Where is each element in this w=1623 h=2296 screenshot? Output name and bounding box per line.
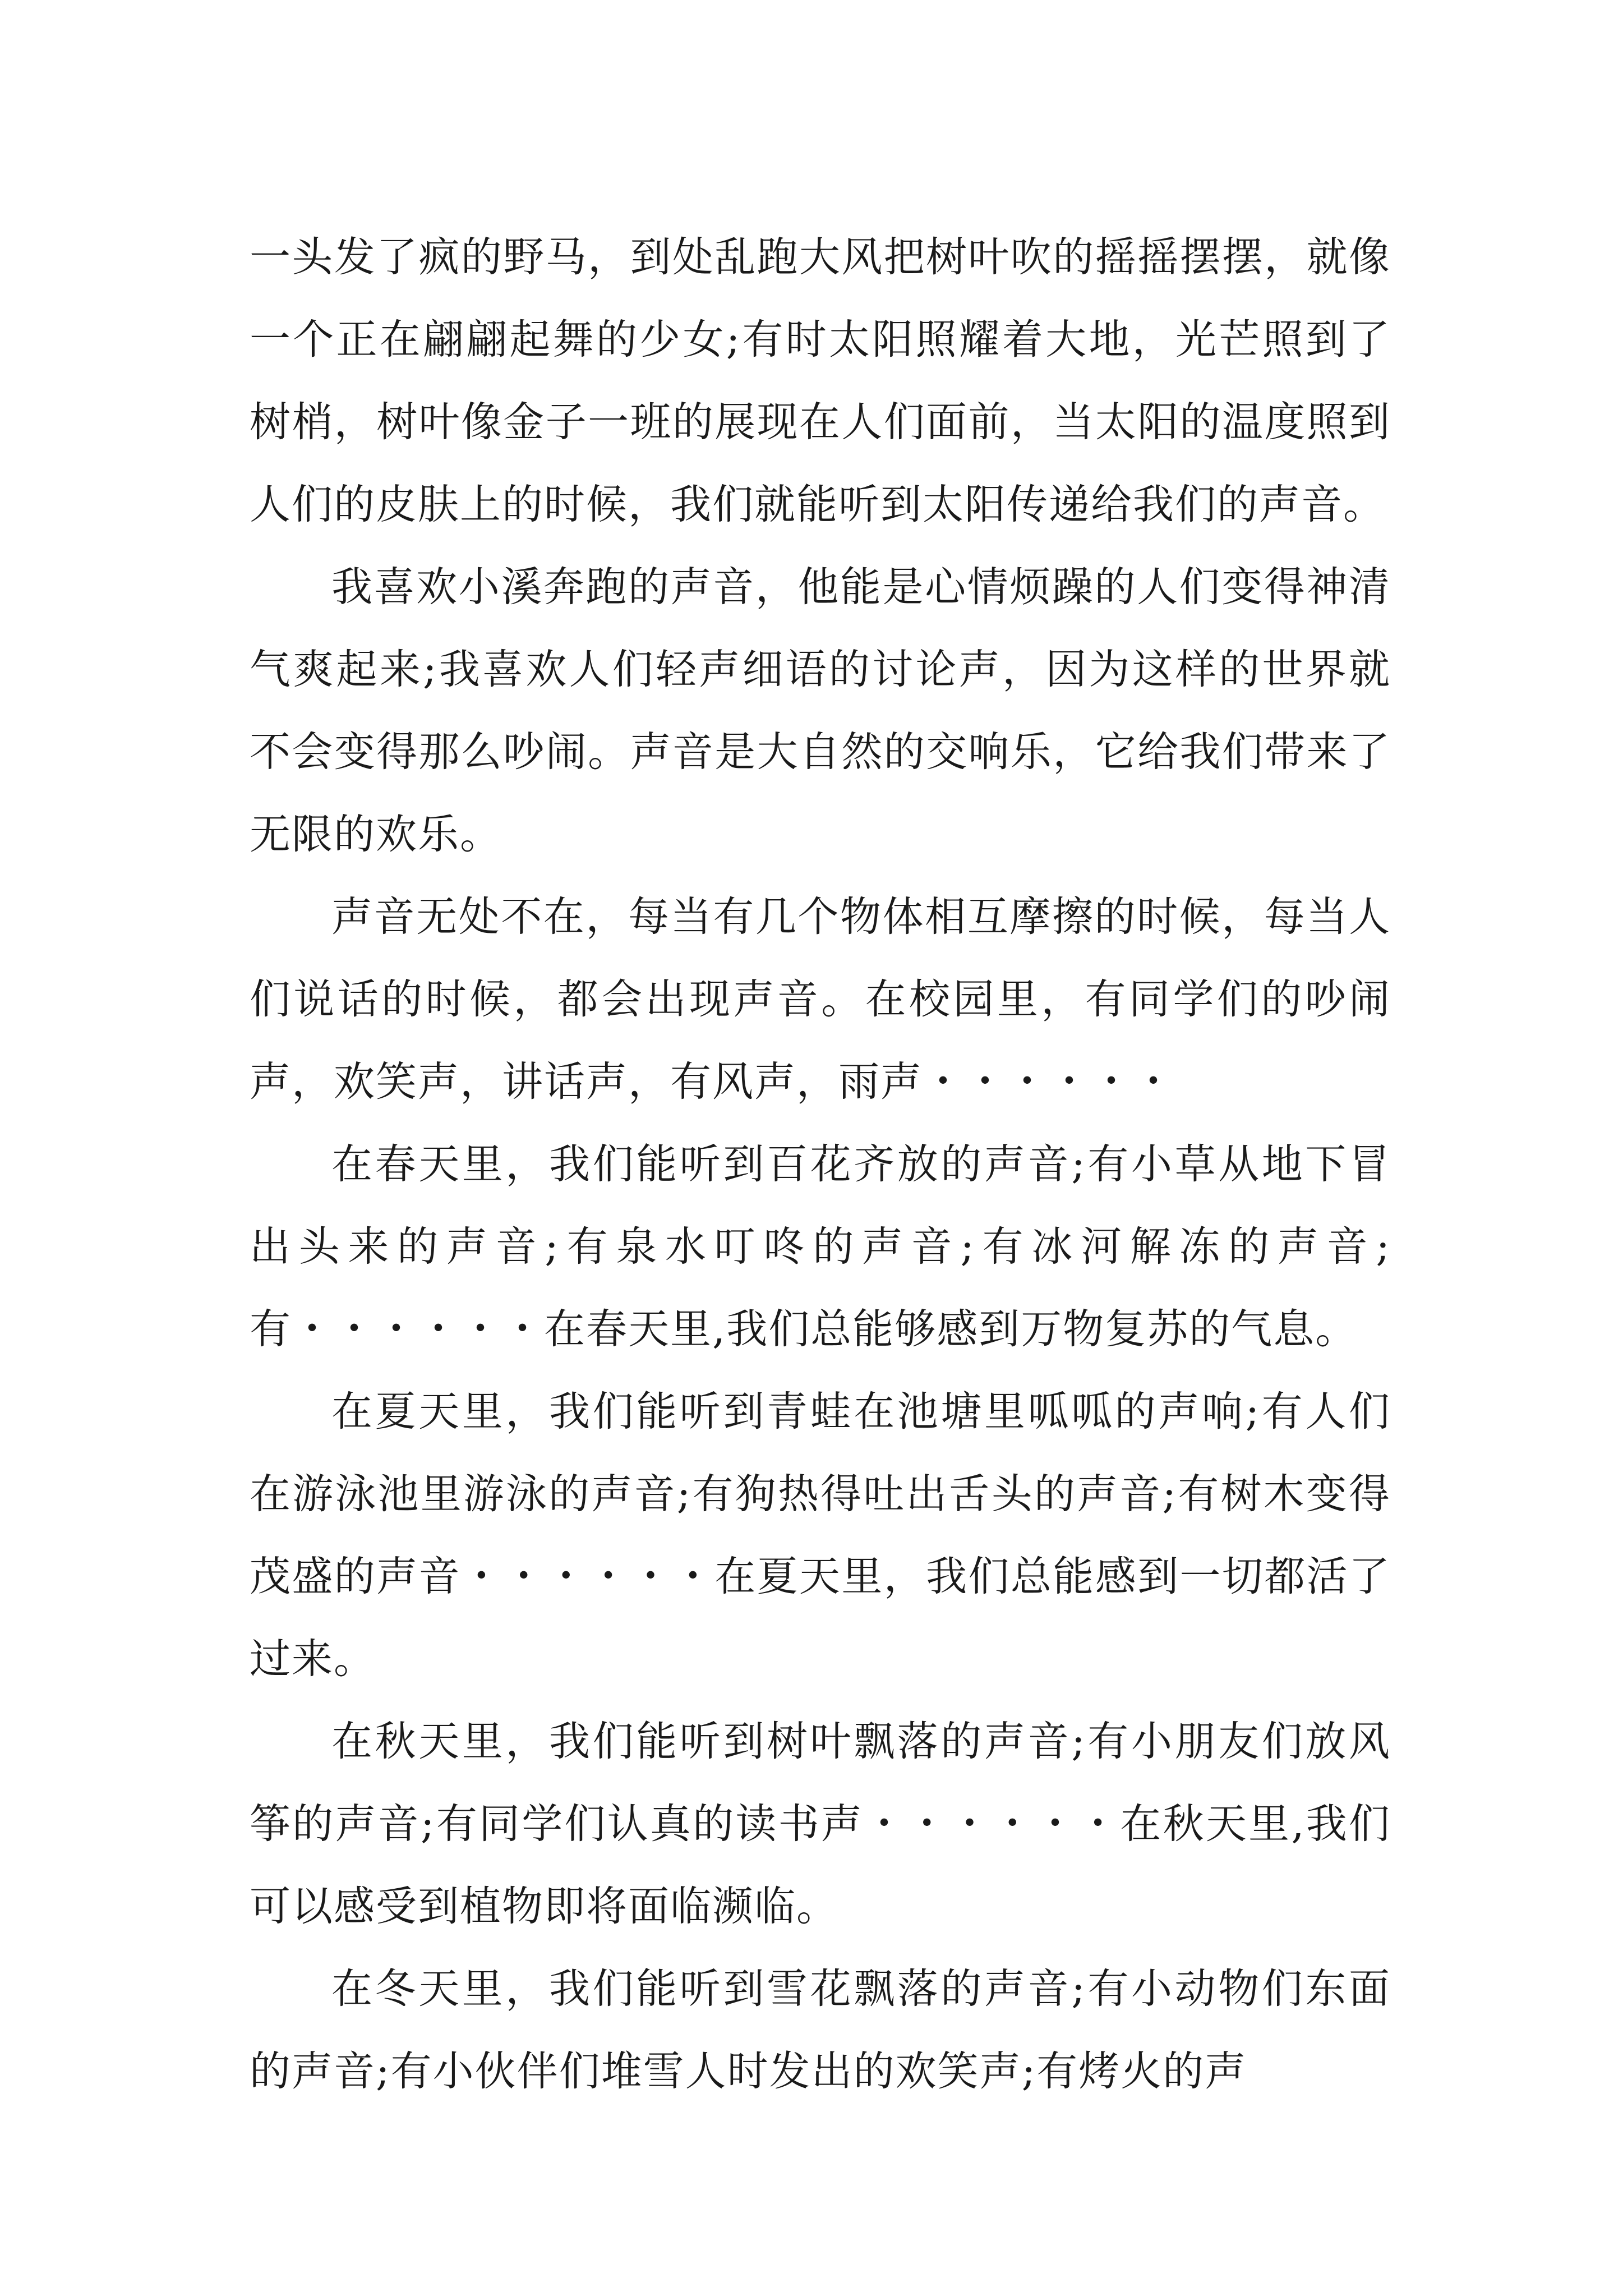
paragraph-1: 一头发了疯的野马，到处乱跑大风把树叶吹的摇摇摆摆，就像一个正在翩翩起舞的少女;有时太阳照耀着大地，光芒照到了树梢，树叶像金子一班的展现在人们面前，当太阳的温度照到人们的皮肤上的时候，我们就能听到太阳传递给我们的声音。: [250, 233, 1391, 528]
paragraph-5: 在夏天里，我们能听到青蛙在池塘里呱呱的声响;有人们在游泳池里游泳的声音;有狗热得吐出舌头的声音;有树木变得茂盛的声音・・・・・・在夏天里，我们总能感到一切都活了过来。: [250, 1388, 1391, 1683]
paragraph-2: 我喜欢小溪奔跑的声音，他能是心情烦躁的人们变得神清气爽起来;我喜欢人们轻声细语的讨论声，因为这样的世界就不会变得那么吵闹。声音是大自然的交响乐，它给我们带来了无限的欢乐。: [250, 563, 1391, 858]
paragraph-7: 在冬天里，我们能听到雪花飘落的声音;有小动物们东面的声音;有小伙伴们堆雪人时发出的欢笑声;有烤火的声: [250, 1965, 1391, 2095]
paragraph-3: 声音无处不在，每当有几个物体相互摩擦的时候，每当人们说话的时候，都会出现声音。在校园里，有同学们的吵闹声，欢笑声，讲话声，有风声，雨声・・・・・・: [250, 893, 1391, 1106]
document-body: [250, 216, 1391, 2113]
paragraph-6: 在秋天里，我们能听到树叶飘落的声音;有小朋友们放风筝的声音;有同学们认真的读书声・・・・・・在秋天里,我们可以感受到植物即将面临濒临。: [250, 1718, 1391, 1930]
paragraph-4: 在春天里，我们能听到百花齐放的声音;有小草从地下冒出头来的声音;有泉水叮咚的声音;有冰河解冻的声音;有・・・・・・在春天里,我们总能够感到万物复苏的气息。: [250, 1140, 1391, 1353]
